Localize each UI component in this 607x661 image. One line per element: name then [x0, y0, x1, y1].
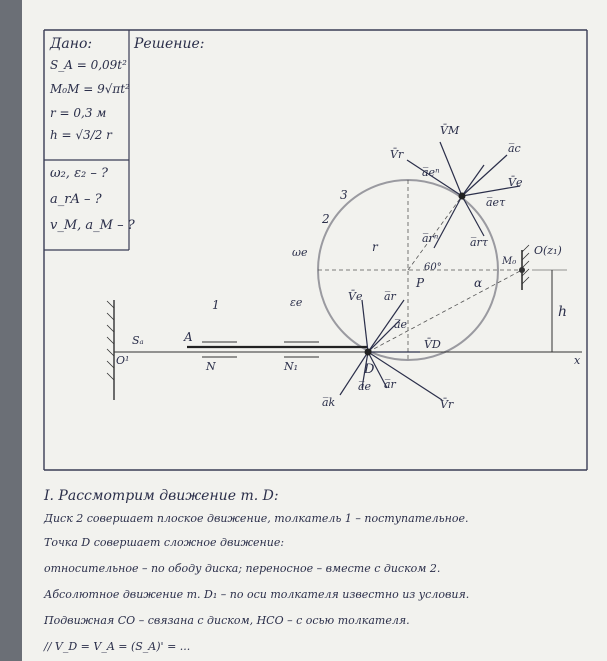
label-D: D	[364, 362, 375, 377]
label-arn: a̅rⁿ	[422, 232, 439, 245]
label-P: P	[416, 276, 425, 290]
label-ar-bottom: a̅r	[384, 378, 396, 391]
label-N: N	[206, 360, 216, 373]
label-ve: V̄e	[508, 176, 523, 189]
support-hatch	[522, 245, 529, 284]
text-line: Абсолютное движение т. D₁ – по оси толкателя известно из условия.	[44, 588, 470, 601]
label-ac: a̅c	[508, 142, 521, 155]
label-eps: εe	[290, 296, 303, 309]
wall-hatch	[107, 301, 114, 380]
label-1: 1	[212, 298, 220, 312]
text-line: Подвижная СО – связана с диском, НСО – с осью толкателя.	[44, 614, 410, 627]
text-line: Точка D совершает сложное движение:	[44, 536, 285, 549]
label-alpha: α	[474, 276, 483, 290]
label-Ve-low: V̄e	[348, 290, 363, 303]
given-line: S_A = 0,09t²	[50, 58, 127, 72]
text-line: относительное – по ободу диска; переносное – вместе с диском 2.	[44, 562, 441, 575]
label-ak: a̅k	[322, 396, 336, 409]
label-M0: M₀	[502, 256, 517, 267]
given-line: r = 0,3 м	[50, 106, 107, 120]
label-SA: Sₐ	[132, 334, 144, 347]
text-line: I. Рассмотрим движение т. D:	[44, 488, 279, 504]
label-aen: a̅eⁿ	[422, 166, 440, 179]
label-h: h	[558, 304, 568, 320]
given-line: M₀M = 9√πt²	[50, 82, 130, 96]
notebook-page	[22, 0, 607, 661]
text-line: Диск 2 совершает плоское движение, толкатель 1 – поступательное.	[44, 512, 469, 525]
question-line: v_M, a_M – ?	[50, 218, 135, 233]
given-header: Дано:	[50, 36, 93, 52]
label-2: 2	[322, 212, 330, 226]
radius-DO	[368, 270, 522, 352]
solution-header: Решение:	[134, 36, 205, 52]
label-x: x	[574, 354, 581, 367]
point-O	[519, 267, 525, 273]
label-Vr-bottom: V̄r	[440, 398, 454, 411]
question-line: ω₂, ε₂ – ?	[50, 166, 108, 181]
label-O: O(z₁)	[534, 244, 562, 257]
label-vM: V̄M	[440, 124, 460, 137]
label-ae-bottom: a̅e	[358, 380, 372, 393]
label-aetau: a̅eτ	[486, 196, 506, 209]
point-M	[459, 193, 466, 200]
label-artau: a̅rτ	[470, 236, 488, 249]
label-3: 3	[340, 188, 348, 202]
label-60: 60°	[424, 262, 442, 273]
point-D	[365, 349, 372, 356]
given-line: h = √3/2 r	[50, 128, 112, 142]
text-line: // V_D = V_A = (S_A)' = ...	[44, 640, 191, 653]
label-VD: V̄D	[424, 338, 441, 351]
label-vr: V̄r	[390, 148, 404, 161]
label-omega: ωe	[292, 246, 308, 259]
guides	[202, 342, 319, 357]
label-ae-low: a̅e	[394, 318, 408, 331]
label-O1: O¹	[116, 354, 130, 367]
label-ar-low: a̅r	[384, 290, 396, 303]
label-r: r	[372, 240, 378, 254]
label-N1: N₁	[284, 360, 299, 373]
question-line: a_rA – ?	[50, 192, 102, 207]
label-A: A	[184, 330, 193, 344]
